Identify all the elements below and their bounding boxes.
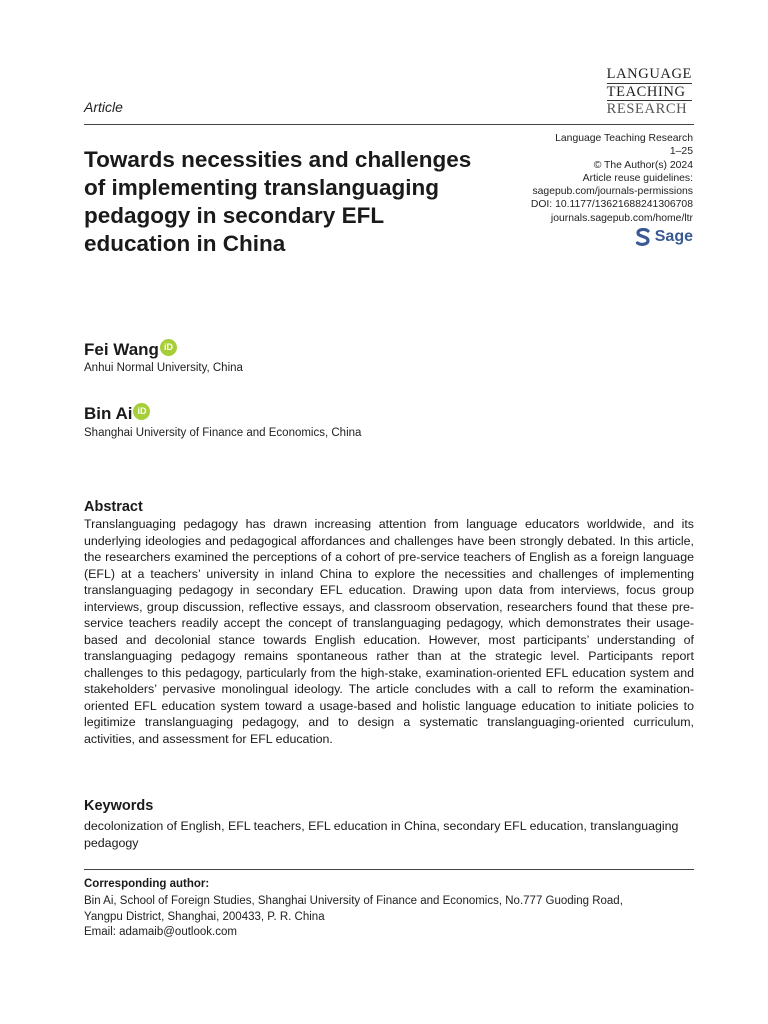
copyright: © The Author(s) 2024 xyxy=(593,159,693,171)
header-divider xyxy=(84,124,694,125)
publisher-name: Sage xyxy=(654,228,693,245)
author-name-2 xyxy=(84,404,150,424)
journal-logo xyxy=(607,66,692,118)
sage-s-icon xyxy=(635,228,651,246)
corresponding-author-details xyxy=(84,894,704,941)
keywords-text: decolonization of English, EFL teachers, EFL education in China, secondary EFL education, translanguaging pedagogy xyxy=(84,819,679,850)
article-type-label: Article xyxy=(84,99,123,115)
journal-name: Language Teaching Research xyxy=(555,133,693,144)
article-title: Towards necessities and challenges of implementing translanguaging pedagogy in secondary EFL education in China xyxy=(84,147,472,256)
journal-logo-line2: TEACHING xyxy=(607,83,692,101)
reuse-guidelines: Article reuse guidelines: xyxy=(582,172,693,184)
doi[interactable]: DOI: 10.1177/13621688241306708 xyxy=(530,199,693,211)
publisher-logo xyxy=(635,228,693,246)
corresponding-address-line1: Bin Ai, School of Foreign Studies, Shanghai University of Finance and Economics, No.777 Guoding Road, xyxy=(84,895,623,907)
permissions-link[interactable]: sagepub.com/journals-permissions xyxy=(532,186,693,198)
footnote-divider xyxy=(84,869,694,870)
abstract-heading: Abstract xyxy=(84,499,143,515)
author-name-1 xyxy=(84,340,177,360)
corresponding-address-line2: Yangpu District, Shanghai, 200433, P. R. China xyxy=(84,910,325,923)
author-2-name: Bin Ai xyxy=(84,404,133,423)
orcid-icon[interactable]: iD xyxy=(133,403,150,420)
page-range: 1–25 xyxy=(669,146,693,158)
author-1-name: Fei Wang xyxy=(84,340,159,359)
journal-homepage-link[interactable]: journals.sagepub.com/home/ltr xyxy=(550,212,693,224)
orcid-icon[interactable]: iD xyxy=(160,339,177,356)
abstract-text: Translanguaging pedagogy has drawn increasing attention from language educators worldwide, and its underlying ideologies and pedagogical affordances and challenges have been strongly debated. In this article, the researchers examined the perceptions of a cohort of pre-service teachers of English as a foreign language (EFL) at a teachers’ university in inland China to explore the necessities and challenges of implementing translanguaging pedagogy in secondary EFL education. Drawing upon data from interviews, focus group interviews, group discussion, reflective essays, and classroom observation, researchers found that these pre-service teachers readily accept the concept of translanguaging pedagogy, which demonstrates their usage-based and decolonial stance towards English education. However, most participants’ understanding of translanguaging pedagogy remains spontaneous rather than at the strategic level. Participants report challenges to this pedagogy, particularly from the high-stake, examination-oriented EFL education system and stakeholders’ pervasive monolingual ideology. The article concludes with a call to reform the examination-oriented EFL education system toward a usage-based and holistic language education to initiate policies to legitimize translanguaging pedagogy, and to design a systematic translanguaging-oriented curriculum, activities, and assessment for EFL education. xyxy=(84,517,694,746)
journal-logo-line3: RESEARCH xyxy=(606,101,688,117)
journal-logo-line1: LANGUAGE xyxy=(606,66,692,82)
journal-meta xyxy=(531,132,693,225)
keywords-heading: Keywords xyxy=(84,798,154,814)
corresponding-email[interactable]: Email: adamaib@outlook.com xyxy=(84,926,237,938)
author-2-affiliation: Shanghai University of Finance and Economics, China xyxy=(84,427,362,439)
corresponding-author-heading: Corresponding author: xyxy=(84,878,210,890)
author-1-affiliation: Anhui Normal University, China xyxy=(84,362,243,374)
